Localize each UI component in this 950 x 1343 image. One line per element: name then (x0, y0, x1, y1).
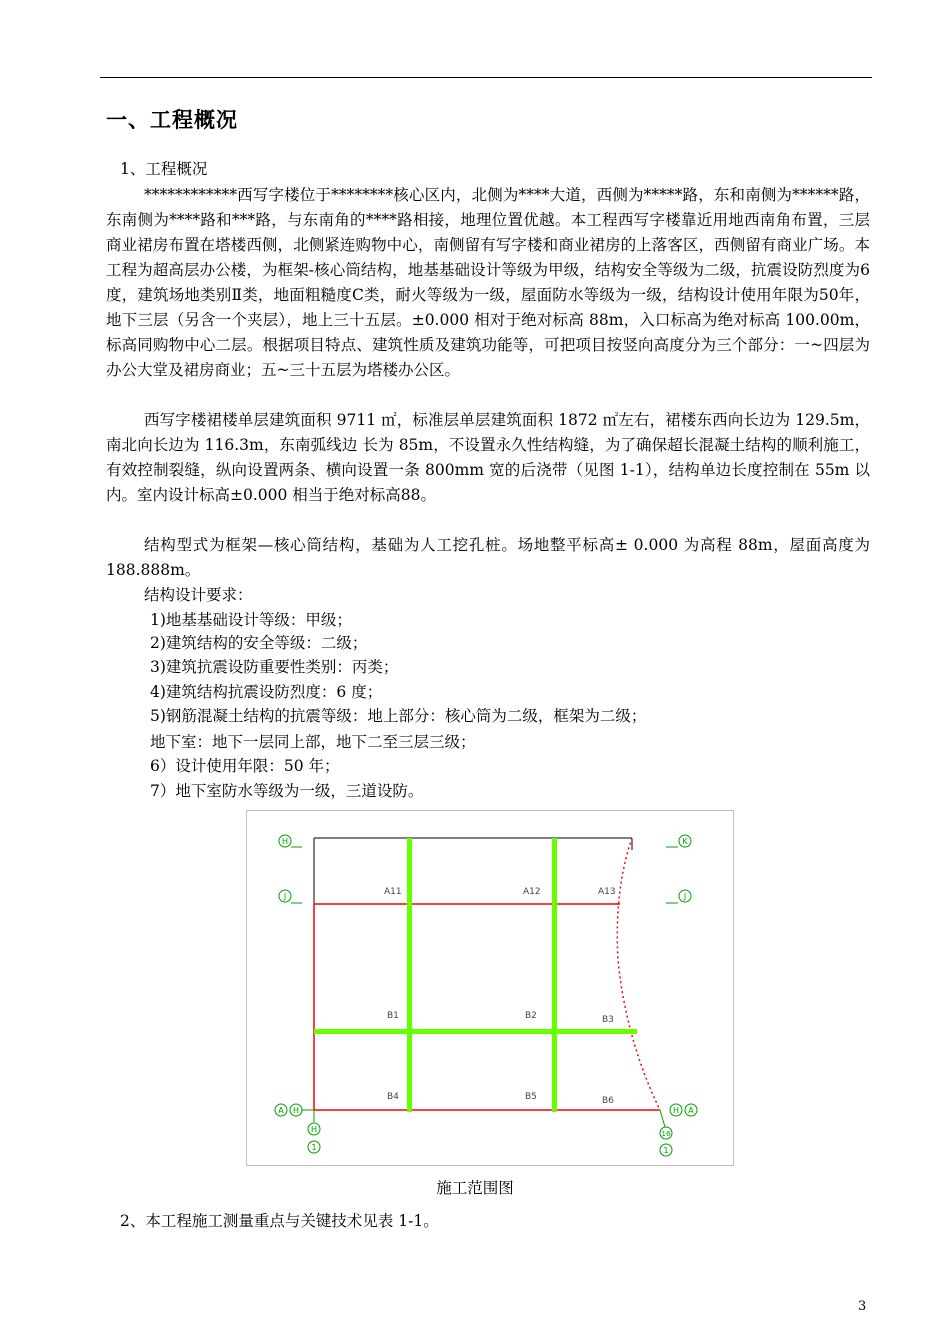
zone-label: B3 (602, 1015, 614, 1025)
axis-label: K (682, 837, 688, 846)
requirement-item: 1)地基基础设计等级：甲级； (150, 611, 352, 629)
requirement-item: 5)钢筋混凝土结构的抗震等级：地上部分：核心筒为二级，框架为二级； (150, 707, 647, 725)
zone-label: B1 (387, 1011, 399, 1021)
axis-label: H (292, 1106, 300, 1115)
zone-label: B2 (525, 1011, 537, 1021)
requirement-item: 6）设计使用年限：50 年； (150, 757, 340, 775)
requirement-item: 3)建筑抗震设防重要性类别：丙类； (150, 658, 399, 676)
zone-label: B5 (525, 1092, 537, 1102)
zone-label: A12 (523, 887, 541, 897)
section2-line: 2、本工程施工测量重点与关键技术见表 1-1。 (120, 1212, 439, 1230)
structure-paragraph: 结构型式为框架—核心筒结构，基础为人工挖孔桩。场地整平标高± 0.000 为高程 88m，屋面高度为 188.888m。 (106, 536, 870, 579)
page-number: 3 (858, 1299, 867, 1314)
axis-label: A (278, 1106, 284, 1115)
requirements-title: 结构设计要求： (144, 586, 253, 604)
axis-label: J (283, 892, 287, 901)
post-pour-strip-transverse (314, 1029, 637, 1034)
axis-label: 1 (663, 1146, 669, 1155)
zone-label: A13 (598, 887, 616, 897)
axis-label: 1 (311, 1143, 317, 1152)
post-pour-strip-longitudinal-1 (407, 838, 412, 1112)
requirement-item: 地下室：地下一层同上部，地下二至三层三级； (150, 733, 476, 751)
axis-label: H (672, 1106, 680, 1115)
post-pour-strip-longitudinal-2 (552, 838, 557, 1112)
section-heading: 一、工程概况 (106, 108, 238, 132)
zone-label: B4 (387, 1092, 399, 1102)
figure-caption: 施工范围图 (436, 1179, 514, 1197)
axis-label: H (310, 1125, 318, 1134)
subsection-title: 1、工程概况 (120, 160, 208, 178)
overview-paragraph: ************西写字楼位于********核心区内，北侧为****大道，西侧为*****路，东和南侧为******路，东南侧为****路和***路，与东南角的****路相接，地理位置优越。本工程西写字楼靠近用地西南角布置，三层商业裙房布置在塔楼西侧，北侧紧连购物中心，南侧留有写字楼和商业裙房的上落客区，西侧留有商业广场。本工程为超高层办公楼，为框架-核心筒结构，地基基础设计等级为甲级，结构安全等级为二级，抗震设防烈度为6度，建筑场地类别Ⅱ类，地面粗糙度C类，耐火等级为一级，屋面防水等级为一级，结构设计使用年限为50年，地下三层（另含一个夹层），地上三十五层。±0.000 相对于绝对标高 88m，入口标高为绝对标高 100.00m，标高同购物中心二层。根据项目特点、建筑性质及建筑功能等，可把项目按竖向高度分为三个部分：一~四层为办公大堂及裙房商业；五~三十五层为塔楼办公区。 (106, 186, 870, 379)
axis-label: H (281, 837, 289, 846)
axis-label: 16 (661, 1130, 671, 1138)
zone-label: A11 (384, 887, 402, 897)
requirement-item: 2)建筑结构的安全等级：二级； (150, 634, 368, 652)
axis-label: A (688, 1106, 694, 1115)
area-paragraph: 西写字楼裙楼单层建筑面积 9711 ㎡，标准层单层建筑面积 1872 ㎡左右，裙楼东西向长边为 129.5m，南北向长边为 116.3m，东南弧线边 长为 85m，不设置永久性结构缝，为了确保超长混凝土结构的顺利施工，有效控制裂缝，纵向设置两条、横向设置一条 800mm 宽的后浇带（见图 1-1），结构单边长度控制在 55m 以内。室内设计标高±0.000 相当于绝对标高88。 (106, 411, 870, 504)
site-plan-drawing (246, 810, 734, 1166)
requirement-item: 7）地下室防水等级为一级，三道设防。 (150, 782, 424, 800)
axis-label: J (683, 892, 687, 901)
construction-scope-figure (246, 810, 734, 1166)
zone-label: B6 (602, 1096, 614, 1106)
header-rule (100, 77, 872, 78)
requirement-item: 4)建筑结构抗震设防烈度：6 度； (150, 683, 383, 701)
